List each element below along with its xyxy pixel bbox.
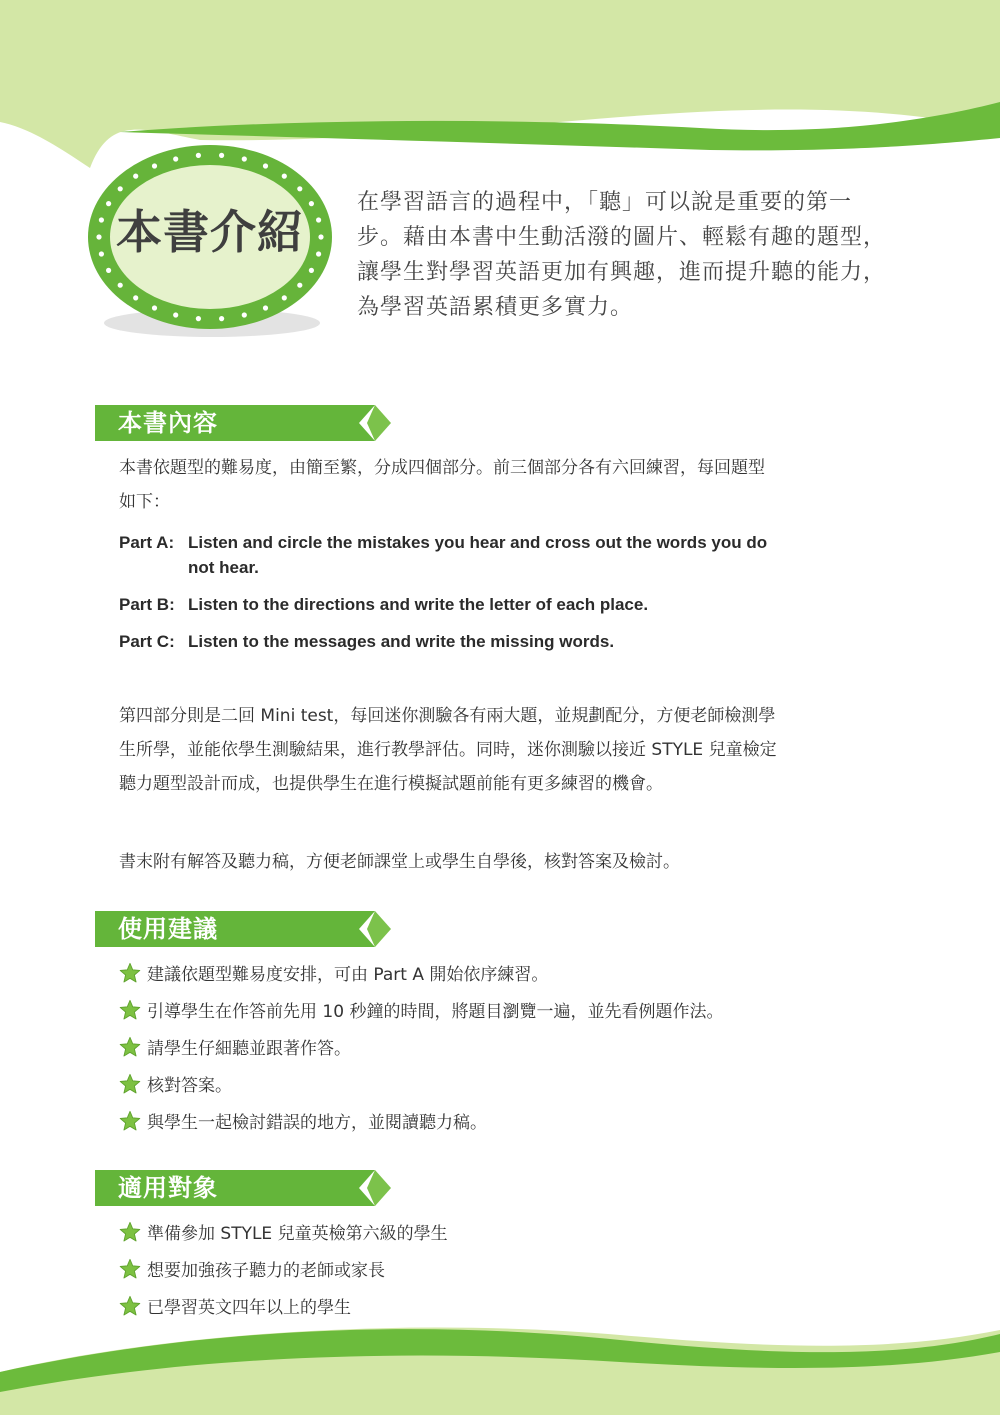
part-b-description	[119, 592, 909, 617]
part-c-description	[119, 629, 909, 654]
intro-badge-title: 本書介紹	[116, 205, 304, 259]
star-icon	[119, 1221, 141, 1243]
badge-dot	[133, 295, 138, 300]
mini-test-line: 生所學，並能依學生測驗結果，進行教學評估。同時，迷你測驗以接近 STYLE 兒童檢定	[119, 740, 777, 760]
intro-line: 在學習語言的過程中，「聽」可以說是重要的第一	[357, 190, 853, 215]
appendix-paragraph: 書末附有解答及聽力稿，方便老師課堂上或學生自學後，核對答案及檢討。	[119, 852, 680, 872]
part-text: Listen and circle the mistakes you hear and cross out the words you do	[188, 533, 768, 552]
list-item	[119, 1102, 723, 1139]
badge-dot	[263, 163, 268, 168]
badge-dot	[173, 312, 178, 317]
section-header-usage	[95, 911, 391, 947]
badge-dot	[282, 295, 287, 300]
part-label: Part A:	[119, 533, 175, 552]
badge-dot	[297, 186, 302, 191]
list-item	[119, 1028, 723, 1065]
mini-test-line: 聽力題型設計而成，也提供學生在進行模擬試題前能有更多練習的機會。	[119, 774, 663, 794]
part-label: Part C:	[119, 632, 175, 651]
list-item	[119, 1287, 448, 1324]
badge-dot	[106, 268, 111, 273]
intro-line: 步。藉由本書中生動活潑的圖片、輕鬆有趣的題型，	[357, 225, 887, 250]
mini-test-line: 第四部分則是二回 Mini test，每回迷你測驗各有兩大題，並規劃配分，方便老師檢測學	[119, 706, 776, 726]
badge-dot	[242, 312, 247, 317]
part-text: Listen to the messages and write the missing words.	[188, 632, 615, 651]
star-icon	[119, 999, 141, 1021]
list-item-text: 請學生仔細聽並跟著作答。	[147, 1039, 351, 1059]
badge-dot	[282, 174, 287, 179]
list-item-text: 引導學生在作答前先用 10 秒鐘的時間，將題目瀏覽一遍，並先看例題作法。	[147, 1002, 724, 1022]
list-item-text: 核對答案。	[147, 1076, 232, 1096]
badge-dot	[219, 153, 224, 158]
list-item-text: 想要加強孩子聽力的老師或家長	[147, 1261, 385, 1281]
badge-dot	[133, 174, 138, 179]
badge-dot	[118, 186, 123, 191]
star-icon	[119, 1073, 141, 1095]
section-title: 本書內容	[118, 409, 218, 437]
part-text: Listen to the directions and write the letter of each place.	[188, 595, 649, 614]
section-header-content	[95, 405, 391, 441]
intro-line: 讓學生對學習英語更加有興趣，進而提升聽的能力，	[357, 260, 887, 285]
part-text-continuation: not hear.	[188, 558, 259, 577]
badge-dot	[196, 153, 201, 158]
list-item	[119, 1213, 448, 1250]
list-item	[119, 1065, 723, 1102]
part-label: Part B:	[119, 595, 175, 614]
list-item	[119, 1250, 448, 1287]
list-item-text: 與學生一起檢討錯誤的地方，並閱讀聽力稿。	[147, 1113, 487, 1133]
star-icon	[119, 1110, 141, 1132]
star-icon	[119, 1295, 141, 1317]
star-icon	[119, 1036, 141, 1058]
content-intro	[119, 451, 919, 519]
badge-dot	[152, 163, 157, 168]
content-intro-line: 本書依題型的難易度，由簡至繁，分成四個部分。前三個部分各有六回練習，每回題型	[119, 458, 765, 478]
badge-dot	[152, 305, 157, 310]
usage-list	[119, 954, 723, 1139]
star-icon	[119, 962, 141, 984]
intro-line: 為學習英語累積更多實力。	[357, 295, 634, 320]
mini-test-paragraph	[119, 699, 919, 801]
list-item-text: 建議依題型難易度安排，可由 Part A 開始依序練習。	[147, 965, 549, 985]
list-item-text: 準備參加 STYLE 兒童英檢第六級的學生	[147, 1224, 448, 1244]
star-icon	[119, 1258, 141, 1280]
badge-dot	[309, 268, 314, 273]
section-header-audience	[95, 1170, 391, 1206]
list-item	[119, 954, 723, 991]
badge-dot	[118, 283, 123, 288]
badge-dot	[297, 283, 302, 288]
badge-dot	[173, 156, 178, 161]
list-item	[119, 991, 723, 1028]
section-title: 使用建議	[118, 915, 218, 943]
list-item-text: 已學習英文四年以上的學生	[147, 1298, 351, 1318]
audience-list	[119, 1213, 448, 1324]
badge-dot	[196, 316, 201, 321]
badge-dot	[242, 156, 247, 161]
badge-dot	[263, 305, 268, 310]
content-intro-line: 如下：	[119, 492, 170, 512]
intro-paragraph	[357, 185, 917, 325]
badge-dot	[219, 316, 224, 321]
section-title: 適用對象	[118, 1174, 218, 1202]
part-a-description	[119, 530, 909, 580]
